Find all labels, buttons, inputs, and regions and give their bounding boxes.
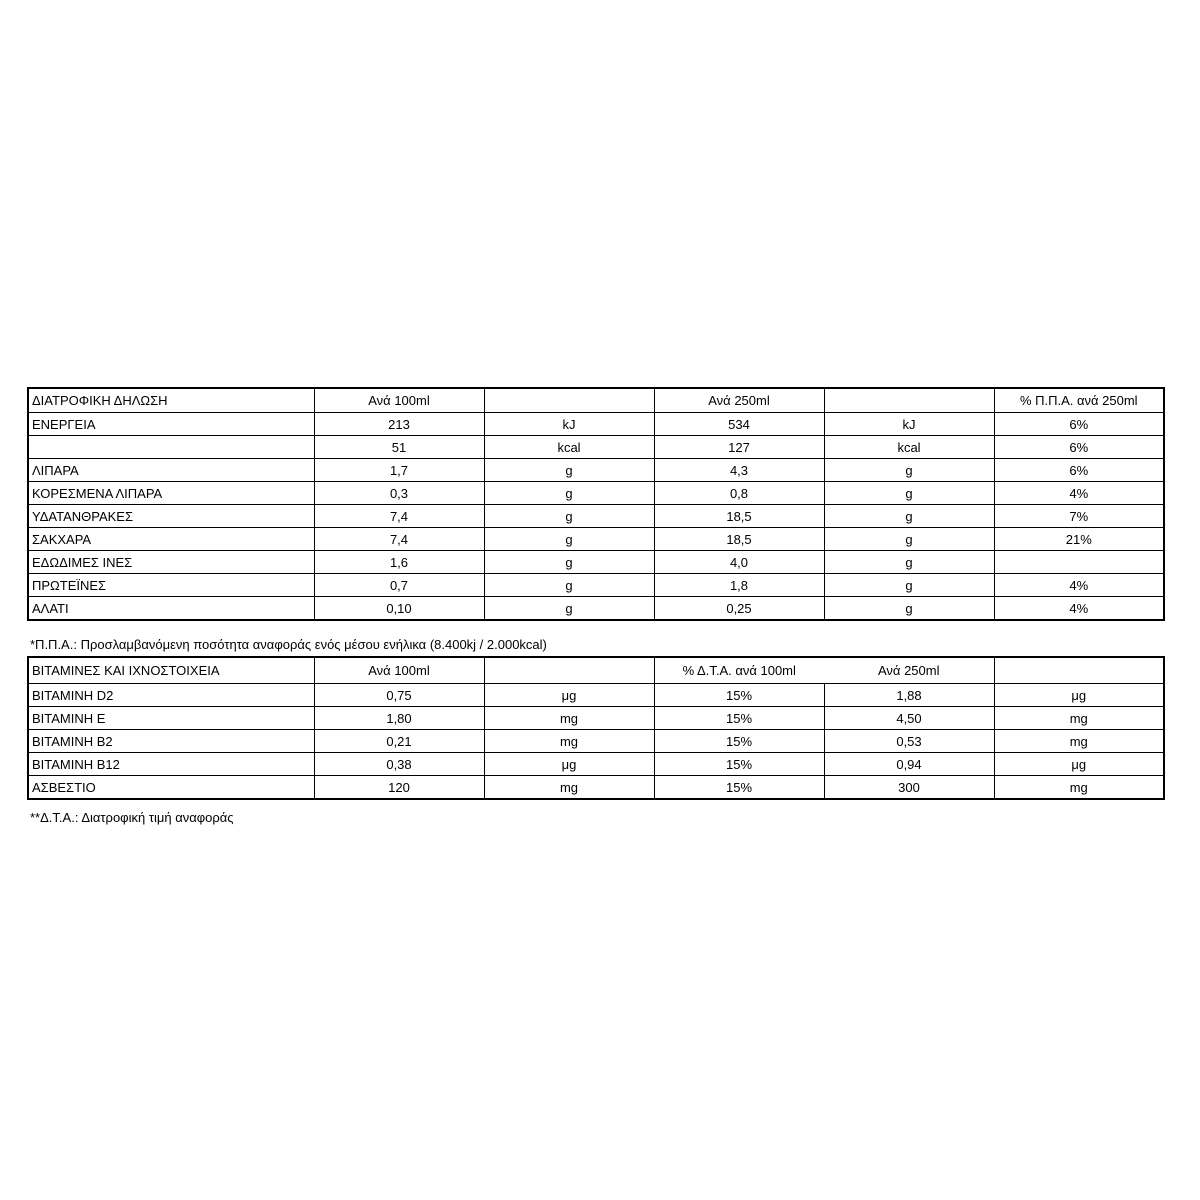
- unit-per-100ml: kcal: [484, 436, 654, 459]
- unit-per-250ml: μg: [994, 684, 1164, 707]
- value-per-250ml: 0,8: [654, 482, 824, 505]
- nutrient-name: ΛΙΠΑΡΑ: [28, 459, 314, 482]
- dta-footnote: **Δ.Τ.Α.: Διατροφική τιμή αναφοράς: [30, 810, 234, 825]
- table-row: [28, 505, 1164, 528]
- col-header-blank: [484, 388, 654, 413]
- unit-per-250ml: mg: [994, 776, 1164, 800]
- value-per-100ml: 0,3: [314, 482, 484, 505]
- unit-per-250ml: g: [824, 459, 994, 482]
- table-row: [28, 574, 1164, 597]
- vitamins-header-row: [28, 657, 1164, 684]
- nutrient-name: ΑΛΑΤΙ: [28, 597, 314, 621]
- value-per-250ml: 18,5: [654, 505, 824, 528]
- nutrition-declaration-table: [27, 387, 1165, 621]
- unit-per-100ml: g: [484, 482, 654, 505]
- ppa-percent: 7%: [994, 505, 1164, 528]
- unit-per-250ml: g: [824, 528, 994, 551]
- vitamin-name: ΒΙΤΑΜΙΝΗ Ε: [28, 707, 314, 730]
- vitamin-name: ΒΙΤΑΜΙΝΗ Β2: [28, 730, 314, 753]
- ppa-percent: 4%: [994, 482, 1164, 505]
- dta-percent: 15%: [654, 753, 824, 776]
- table-row: [28, 753, 1164, 776]
- nutrient-name: ΕΔΩΔΙΜΕΣ ΙΝΕΣ: [28, 551, 314, 574]
- vitamin-name: ΑΣΒΕΣΤΙΟ: [28, 776, 314, 800]
- col-header-per-250ml: Ανά 250ml: [654, 388, 824, 413]
- nutrition-title: ΔΙΑΤΡΟΦΙΚΗ ΔΗΛΩΣΗ: [28, 388, 314, 413]
- value-per-100ml: 7,4: [314, 505, 484, 528]
- vitamins-minerals-table: [27, 656, 1165, 800]
- unit-per-100ml: mg: [484, 730, 654, 753]
- unit-per-250ml: mg: [994, 730, 1164, 753]
- value-per-250ml: 4,0: [654, 551, 824, 574]
- unit-per-100ml: g: [484, 574, 654, 597]
- value-per-250ml: 4,3: [654, 459, 824, 482]
- ppa-percent: 6%: [994, 413, 1164, 436]
- ppa-percent: 4%: [994, 574, 1164, 597]
- unit-per-100ml: g: [484, 505, 654, 528]
- value-per-100ml: 0,10: [314, 597, 484, 621]
- col-header-per-100ml: Ανά 100ml: [314, 388, 484, 413]
- value-per-100ml: 7,4: [314, 528, 484, 551]
- table-row: [28, 413, 1164, 436]
- col-header-blank: [824, 388, 994, 413]
- unit-per-250ml: g: [824, 551, 994, 574]
- table-row: [28, 482, 1164, 505]
- unit-per-250ml: kcal: [824, 436, 994, 459]
- table-row: [28, 730, 1164, 753]
- value-per-100ml: 1,80: [314, 707, 484, 730]
- col-header-blank: [484, 657, 654, 684]
- unit-per-100ml: μg: [484, 684, 654, 707]
- col-header-ppa-percent: % Π.Π.Α. ανά 250ml: [994, 388, 1164, 413]
- table-row: [28, 597, 1164, 621]
- value-per-250ml: 300: [824, 776, 994, 800]
- dta-percent: 15%: [654, 776, 824, 800]
- value-per-100ml: 213: [314, 413, 484, 436]
- unit-per-100ml: g: [484, 528, 654, 551]
- unit-per-250ml: μg: [994, 753, 1164, 776]
- unit-per-100ml: mg: [484, 776, 654, 800]
- unit-per-100ml: mg: [484, 707, 654, 730]
- value-per-100ml: 0,21: [314, 730, 484, 753]
- unit-per-250ml: kJ: [824, 413, 994, 436]
- value-per-250ml: 0,25: [654, 597, 824, 621]
- vitamins-title: ΒΙΤΑΜΙΝΕΣ ΚΑΙ ΙΧΝΟΣΤΟΙΧΕΙΑ: [28, 657, 314, 684]
- value-per-250ml: 1,8: [654, 574, 824, 597]
- ppa-percent: 6%: [994, 459, 1164, 482]
- value-per-100ml: 1,6: [314, 551, 484, 574]
- table-row: [28, 551, 1164, 574]
- value-per-100ml: 120: [314, 776, 484, 800]
- dta-percent: 15%: [654, 707, 824, 730]
- value-per-100ml: 51: [314, 436, 484, 459]
- table-row: [28, 707, 1164, 730]
- ppa-percent: [994, 551, 1164, 574]
- unit-per-100ml: g: [484, 459, 654, 482]
- value-per-250ml: 18,5: [654, 528, 824, 551]
- value-per-250ml: 4,50: [824, 707, 994, 730]
- col-header-blank: [994, 657, 1164, 684]
- unit-per-250ml: g: [824, 574, 994, 597]
- value-per-250ml: 534: [654, 413, 824, 436]
- value-per-100ml: 1,7: [314, 459, 484, 482]
- table-row: [28, 776, 1164, 800]
- unit-per-250ml: g: [824, 597, 994, 621]
- value-per-250ml: 127: [654, 436, 824, 459]
- vitamin-name: ΒΙΤΑΜΙΝΗ Β12: [28, 753, 314, 776]
- vitamin-name: ΒΙΤΑΜΙΝΗ D2: [28, 684, 314, 707]
- value-per-100ml: 0,7: [314, 574, 484, 597]
- nutrient-name: ΥΔΑΤΑΝΘΡΑΚΕΣ: [28, 505, 314, 528]
- table-row: [28, 684, 1164, 707]
- table-row: [28, 528, 1164, 551]
- col-header-dta-percent: % Δ.Τ.Α. ανά 100ml: [654, 657, 824, 684]
- ppa-percent: 4%: [994, 597, 1164, 621]
- unit-per-100ml: kJ: [484, 413, 654, 436]
- col-header-per-100ml: Ανά 100ml: [314, 657, 484, 684]
- value-per-100ml: 0,75: [314, 684, 484, 707]
- ppa-percent: 21%: [994, 528, 1164, 551]
- unit-per-100ml: g: [484, 551, 654, 574]
- value-per-250ml: 0,94: [824, 753, 994, 776]
- nutrient-name: ΕΝΕΡΓΕΙΑ: [28, 413, 314, 436]
- nutrient-name: ΠΡΩΤΕΪΝΕΣ: [28, 574, 314, 597]
- unit-per-250ml: g: [824, 505, 994, 528]
- nutrition-header-row: [28, 388, 1164, 413]
- dta-percent: 15%: [654, 684, 824, 707]
- unit-per-250ml: g: [824, 482, 994, 505]
- table-row: [28, 436, 1164, 459]
- unit-per-100ml: g: [484, 597, 654, 621]
- nutrient-name: ΣΑΚΧΑΡΑ: [28, 528, 314, 551]
- dta-percent: 15%: [654, 730, 824, 753]
- ppa-percent: 6%: [994, 436, 1164, 459]
- nutrient-name: [28, 436, 314, 459]
- table-row: [28, 459, 1164, 482]
- value-per-250ml: 0,53: [824, 730, 994, 753]
- nutrient-name: ΚΟΡΕΣΜΕΝΑ ΛΙΠΑΡΑ: [28, 482, 314, 505]
- value-per-250ml: 1,88: [824, 684, 994, 707]
- unit-per-250ml: mg: [994, 707, 1164, 730]
- unit-per-100ml: μg: [484, 753, 654, 776]
- col-header-per-250ml: Ανά 250ml: [824, 657, 994, 684]
- value-per-100ml: 0,38: [314, 753, 484, 776]
- ppa-footnote: *Π.Π.Α.: Προσλαμβανόμενη ποσότητα αναφοράς ενός μέσου ενήλικα (8.400kj / 2.000kcal): [30, 637, 547, 652]
